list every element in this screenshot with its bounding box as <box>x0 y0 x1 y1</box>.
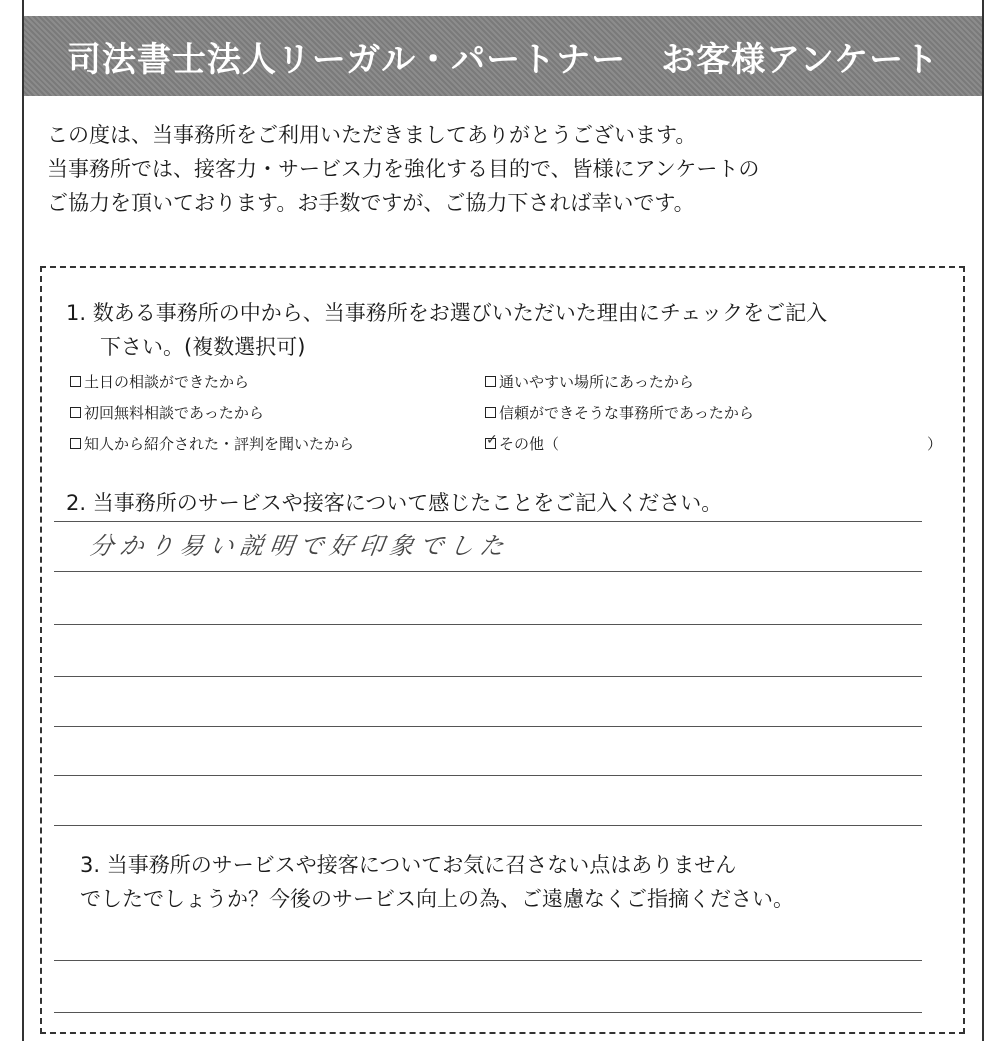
handwritten-answer: 分かり易い説明で好印象でした <box>87 532 512 560</box>
reason-options <box>70 371 950 454</box>
checkbox-icon[interactable] <box>70 376 81 387</box>
option-label: その他（ <box>499 435 560 453</box>
intro-text <box>47 118 947 220</box>
question-1-line1: 1. 数ある事務所の中から、当事務所をお選びいただいた理由にチェックをご記入 <box>66 301 828 325</box>
checkbox-icon[interactable] <box>485 407 496 418</box>
title-banner <box>24 16 982 96</box>
survey-sheet <box>22 0 984 1041</box>
check-mark-icon: ✓ <box>486 432 498 448</box>
other-close-paren: ） <box>926 435 942 453</box>
option-location[interactable] <box>485 371 950 392</box>
question-2: 2. 当事務所のサービスや接客について感じたことをご記入ください。 <box>66 491 723 515</box>
survey-box <box>40 266 965 1034</box>
answer-line[interactable] <box>54 726 922 727</box>
answer-line[interactable] <box>54 571 922 572</box>
option-weekend[interactable] <box>70 371 485 392</box>
answer-line[interactable] <box>54 521 922 522</box>
checkbox-checked-icon[interactable] <box>485 432 498 449</box>
question-3 <box>80 848 794 916</box>
option-label: 通いやすい場所にあったから <box>499 373 694 391</box>
option-referral[interactable] <box>70 433 485 454</box>
answer-line[interactable] <box>54 960 922 961</box>
option-label: 土日の相談ができたから <box>84 373 250 391</box>
option-trust[interactable] <box>485 402 950 423</box>
option-free-consult[interactable] <box>70 402 485 423</box>
option-label: 知人から紹介された・評判を聞いたから <box>84 435 355 453</box>
answer-line[interactable] <box>54 775 922 776</box>
page-title: 司法書士法人リーガル・パートナー お客様アンケート <box>66 39 940 80</box>
option-other[interactable] <box>485 433 950 454</box>
answer-line[interactable] <box>54 676 922 677</box>
question-3-line1: 3. 当事務所のサービスや接客についてお気に召さない点はありません <box>80 853 737 877</box>
answer-line[interactable] <box>54 624 922 625</box>
option-label: 信頼ができそうな事務所であったから <box>499 404 754 422</box>
checkbox-icon[interactable] <box>70 438 81 449</box>
checkbox-icon[interactable] <box>485 376 496 387</box>
intro-line: ご協力を頂いております。お手数ですが、ご協力下されば幸いです。 <box>47 191 695 215</box>
question-1 <box>66 296 827 364</box>
answer-line[interactable] <box>54 1012 922 1013</box>
intro-line: 当事務所では、接客力・サービス力を強化する目的で、皆様にアンケートの <box>47 157 760 181</box>
answer-line[interactable] <box>54 825 922 826</box>
question-3-line2: でしたでしょうか？今後のサービス向上の為、ご遠慮なくご指摘ください。 <box>80 887 794 911</box>
question-1-line2: 下さい。(複数選択可) <box>100 335 306 359</box>
intro-line: この度は、当事務所をご利用いただきましてありがとうございます。 <box>47 123 697 147</box>
checkbox-icon[interactable] <box>70 407 81 418</box>
option-label: 初回無料相談であったから <box>84 404 264 422</box>
